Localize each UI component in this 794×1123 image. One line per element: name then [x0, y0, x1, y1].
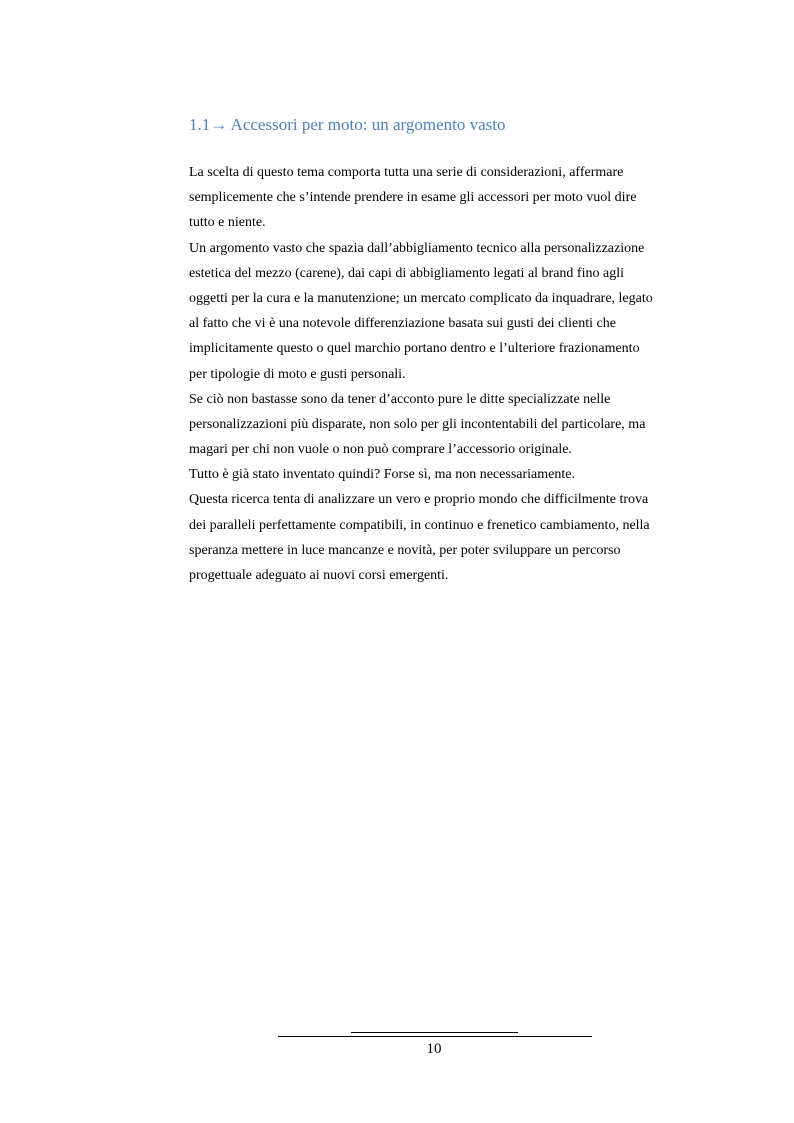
page-footer: [0, 1020, 794, 1080]
body-line: al fatto che vi è una notevole differenziazione basata sui gusti dei clienti che: [189, 316, 616, 332]
body-line: dei paralleli perfettamente compatibili, in continuo e frenetico cambiamento, nella: [189, 517, 650, 533]
body-line: speranza mettere in luce mancanze e novità, per poter sviluppare un percorso: [189, 542, 621, 558]
body-line: oggetti per la cura e la manutenzione; un mercato complicato da inquadrare, legato: [189, 290, 653, 306]
body-line: La scelta di questo tema comporta tutta una serie di considerazioni, affermare: [189, 165, 624, 180]
footer-rule-short: [351, 1032, 518, 1033]
body-line: Questa ricerca tenta di analizzare un vero e proprio mondo che difficilmente trova: [189, 492, 649, 508]
body-line: tutto e niente.: [189, 215, 266, 231]
section-heading: 1.1→ Accessori per moto: un argomento vasto: [189, 115, 506, 134]
body-line: personalizzazioni più disparate, non solo per gli incontentabili del particolare, ma: [189, 416, 646, 432]
body-line: implicitamente questo o quel marchio portano dentro e l’ulteriore frazionamento: [189, 341, 640, 357]
body-line: semplicemente che s’intende prendere in esame gli accessori per moto vuol dire: [189, 190, 637, 206]
body-line: Se ciò non bastasse sono da tener d’acconto pure le ditte specializzate nelle: [189, 391, 611, 407]
body-line: estetica del mezzo (carene), dai capi di abbigliamento legati al brand fino agli: [189, 265, 624, 281]
body-line: progettuale adeguato ai nuovi corsi emergenti.: [189, 568, 449, 583]
body-line: Tutto è già stato inventato quindi? Forse sì, ma non necessariamente.: [189, 467, 575, 483]
body-paragraphs: [189, 160, 689, 588]
body-line: Un argomento vasto che spazia dall’abbigliamento tecnico alla personalizzazione: [189, 240, 645, 256]
page-number: 10: [426, 1041, 442, 1057]
footer-rule-long: [278, 1036, 592, 1037]
body-line: magari per chi non vuole o non può comprare l’accessorio originale.: [189, 442, 572, 458]
body-line: per tipologie di moto e gusti personali.: [189, 366, 406, 382]
